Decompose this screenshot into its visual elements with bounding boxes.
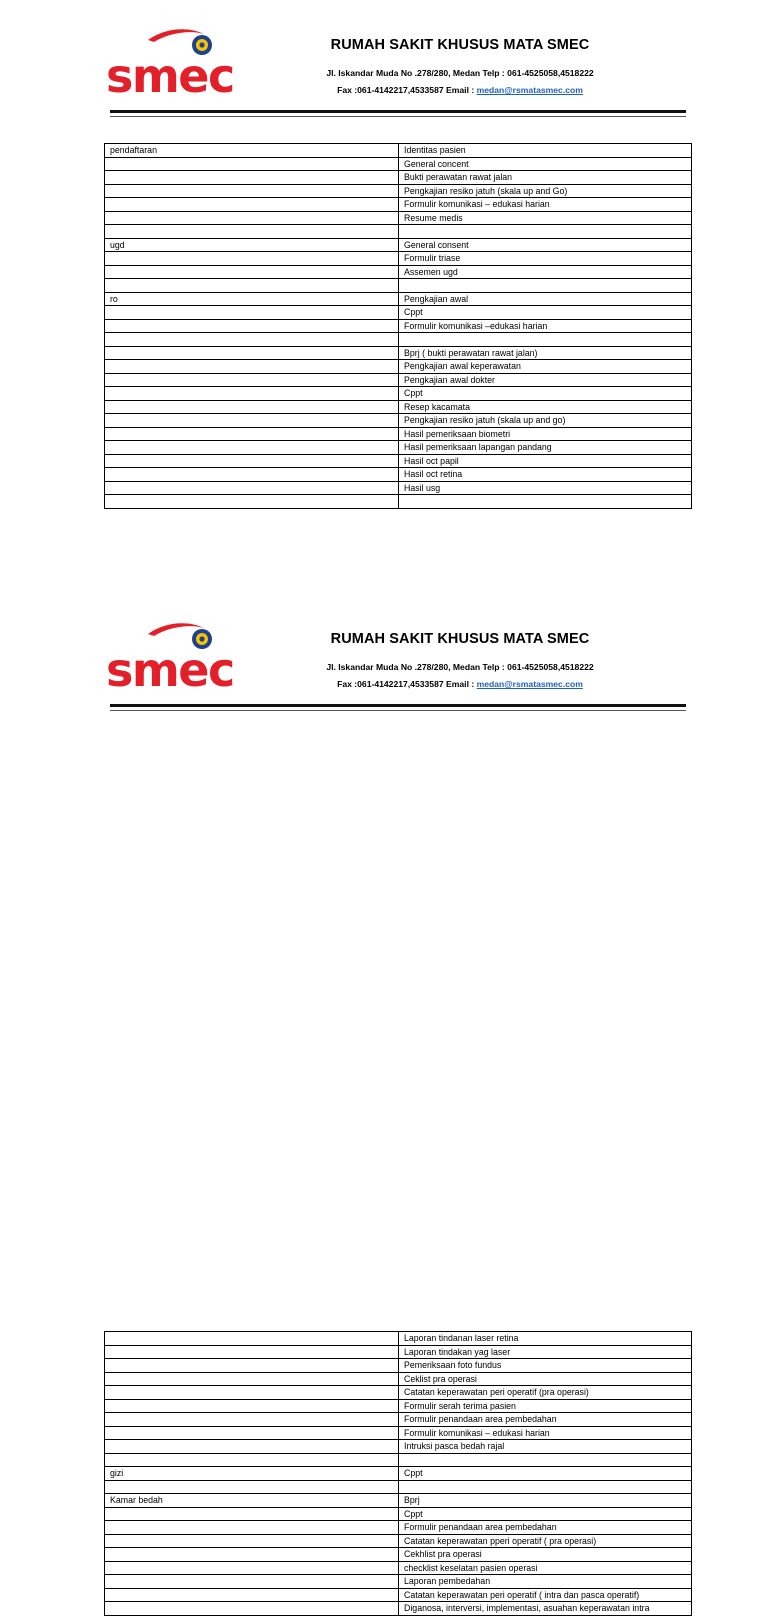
table-row xyxy=(105,1561,692,1575)
unit-cell xyxy=(105,1359,399,1373)
document-cell: General concent xyxy=(399,157,692,171)
unit-cell: ro xyxy=(105,292,399,306)
unit-cell xyxy=(105,1386,399,1400)
table-row xyxy=(105,1467,692,1481)
document-cell: Cppt xyxy=(399,387,692,401)
hospital-title: RUMAH SAKIT KHUSUS MATA SMEC xyxy=(330,631,590,647)
fax-text: Fax :061-4142217,4533587 Email : xyxy=(337,85,477,95)
table-row xyxy=(105,1372,692,1386)
header-divider xyxy=(110,110,686,113)
table-row xyxy=(105,495,692,509)
header-divider-thin xyxy=(110,710,686,711)
document-cell: Pengkajian resiko jatuh (skala up and Go) xyxy=(399,184,692,198)
unit-cell: Kamar bedah xyxy=(105,1494,399,1508)
document-cell: Ceklist pra operasi xyxy=(399,1372,692,1386)
header-divider xyxy=(110,704,686,707)
unit-cell xyxy=(105,495,399,509)
svg-text:smec: smec xyxy=(106,49,234,98)
header-divider-thin xyxy=(110,116,686,117)
table-row xyxy=(105,387,692,401)
document-cell: Hasil pemeriksaan lapangan pandang xyxy=(399,441,692,455)
unit-cell xyxy=(105,1426,399,1440)
table-row xyxy=(105,454,692,468)
document-cell xyxy=(399,1453,692,1467)
unit-cell xyxy=(105,400,399,414)
unit-cell xyxy=(105,468,399,482)
table-row xyxy=(105,333,692,347)
table-row xyxy=(105,468,692,482)
table-row xyxy=(105,427,692,441)
table-row xyxy=(105,1359,692,1373)
document-cell: Pengkajian awal xyxy=(399,292,692,306)
table-row xyxy=(105,171,692,185)
document-cell: Pemeriksaan foto fundus xyxy=(399,1359,692,1373)
unit-cell xyxy=(105,1440,399,1454)
table-row xyxy=(105,360,692,374)
document-cell xyxy=(399,1480,692,1494)
table-row xyxy=(105,414,692,428)
table-row xyxy=(105,1588,692,1602)
document-cell: Laporan tindanan laser retina xyxy=(399,1332,692,1346)
document-cell: Hasil pemeriksaan biometri xyxy=(399,427,692,441)
table-row xyxy=(105,346,692,360)
unit-cell xyxy=(105,225,399,239)
table-row xyxy=(105,1399,692,1413)
table-row xyxy=(105,1575,692,1589)
table-row xyxy=(105,1521,692,1535)
hospital-address: Jl. Iskandar Muda No .278/280, Medan Telp : 061-4525058,4518222 xyxy=(326,68,594,78)
document-cell: Bukti perawatan rawat jalan xyxy=(399,171,692,185)
unit-cell xyxy=(105,373,399,387)
table-row xyxy=(105,198,692,212)
unit-cell xyxy=(105,441,399,455)
document-cell: Intruksi pasca bedah rajal xyxy=(399,1440,692,1454)
table-row xyxy=(105,1480,692,1494)
document-cell: Catatan keperawatan pperi operatif ( pra operasi) xyxy=(399,1534,692,1548)
table-row xyxy=(105,1386,692,1400)
unit-cell: pendaftaran xyxy=(105,144,399,158)
table-row xyxy=(105,373,692,387)
document-cell: Resep kacamata xyxy=(399,400,692,414)
table-row xyxy=(105,1494,692,1508)
unit-cell xyxy=(105,1332,399,1346)
unit-cell xyxy=(105,360,399,374)
document-cell xyxy=(399,279,692,293)
unit-cell xyxy=(105,306,399,320)
table-row xyxy=(105,211,692,225)
unit-cell xyxy=(105,279,399,293)
hospital-address: Jl. Iskandar Muda No .278/280, Medan Telp : 061-4525058,4518222 xyxy=(326,662,594,672)
document-cell: Hasil oct papil xyxy=(399,454,692,468)
table-row xyxy=(105,1332,692,1346)
form-table-1 xyxy=(104,143,692,509)
document-cell: Formulir serah terima pasien xyxy=(399,1399,692,1413)
table-row xyxy=(105,1440,692,1454)
unit-cell: gizi xyxy=(105,1467,399,1481)
table-row xyxy=(105,157,692,171)
hospital-contact xyxy=(290,85,630,95)
table-row xyxy=(105,1345,692,1359)
table-row xyxy=(105,1453,692,1467)
table-row xyxy=(105,292,692,306)
document-cell: Formulir komunikasi – edukasi harian xyxy=(399,198,692,212)
unit-cell xyxy=(105,1507,399,1521)
document-cell: Formulir komunikasi –edukasi harian xyxy=(399,319,692,333)
unit-cell xyxy=(105,454,399,468)
unit-cell xyxy=(105,387,399,401)
document-cell: Formulir penandaan area pembedahan xyxy=(399,1413,692,1427)
document-cell: Formulir komunikasi – edukasi harian xyxy=(399,1426,692,1440)
document-cell: Formulir triase xyxy=(399,252,692,266)
table-row xyxy=(105,1507,692,1521)
document-cell: Laporan pembedahan xyxy=(399,1575,692,1589)
document-cell: Cppt xyxy=(399,1507,692,1521)
document-cell: Catatan keperawatan peri operatif ( intra dan pasca operatif) xyxy=(399,1588,692,1602)
unit-cell xyxy=(105,171,399,185)
table-row xyxy=(105,1548,692,1562)
table-row xyxy=(105,1602,692,1616)
table-row xyxy=(105,400,692,414)
unit-cell xyxy=(105,346,399,360)
document-cell: Pengkajian awal dokter xyxy=(399,373,692,387)
unit-cell xyxy=(105,157,399,171)
document-cell: Bprj ( bukti perawatan rawat jalan) xyxy=(399,346,692,360)
document-cell: Cekhlist pra operasi xyxy=(399,1548,692,1562)
unit-cell xyxy=(105,198,399,212)
unit-cell xyxy=(105,481,399,495)
unit-cell xyxy=(105,319,399,333)
document-cell: Pengkajian awal keperawatan xyxy=(399,360,692,374)
unit-cell xyxy=(105,1480,399,1494)
smec-logo xyxy=(104,620,234,692)
table-row xyxy=(105,319,692,333)
email-link[interactable]: medan@rsmatasmec.com xyxy=(476,679,583,689)
table-row xyxy=(105,238,692,252)
table-row xyxy=(105,1426,692,1440)
document-cell: Hasil usg xyxy=(399,481,692,495)
document-cell: Resume medis xyxy=(399,211,692,225)
hospital-contact xyxy=(290,679,630,689)
table-row xyxy=(105,306,692,320)
unit-cell xyxy=(105,1399,399,1413)
document-cell: Hasil oct retina xyxy=(399,468,692,482)
unit-cell xyxy=(105,1575,399,1589)
table-row xyxy=(105,279,692,293)
email-link[interactable]: medan@rsmatasmec.com xyxy=(476,85,583,95)
document-cell: Assemen ugd xyxy=(399,265,692,279)
hospital-title: RUMAH SAKIT KHUSUS MATA SMEC xyxy=(330,37,590,53)
unit-cell xyxy=(105,1521,399,1535)
unit-cell xyxy=(105,211,399,225)
unit-cell xyxy=(105,252,399,266)
table-row xyxy=(105,481,692,495)
document-cell xyxy=(399,333,692,347)
document-cell: Cppt xyxy=(399,1467,692,1481)
document-cell: Diganosa, interversi, implementasi, asuahan keperawatan intra xyxy=(399,1602,692,1616)
document-cell: Identitas pasien xyxy=(399,144,692,158)
unit-cell xyxy=(105,427,399,441)
svg-text:smec: smec xyxy=(106,643,234,692)
unit-cell xyxy=(105,1548,399,1562)
unit-cell xyxy=(105,184,399,198)
table-row xyxy=(105,441,692,455)
unit-cell xyxy=(105,1372,399,1386)
table-row xyxy=(105,144,692,158)
form-table-2 xyxy=(104,1331,692,1616)
unit-cell xyxy=(105,1534,399,1548)
document-cell: General consent xyxy=(399,238,692,252)
unit-cell xyxy=(105,414,399,428)
unit-cell xyxy=(105,1413,399,1427)
document-cell: checklist keselatan pasien operasi xyxy=(399,1561,692,1575)
unit-cell xyxy=(105,265,399,279)
table-row xyxy=(105,1534,692,1548)
document-cell: Cppt xyxy=(399,306,692,320)
unit-cell: ugd xyxy=(105,238,399,252)
smec-logo xyxy=(104,26,234,98)
document-cell: Laporan tindakan yag laser xyxy=(399,1345,692,1359)
unit-cell xyxy=(105,1588,399,1602)
table-row xyxy=(105,1413,692,1427)
fax-text: Fax :061-4142217,4533587 Email : xyxy=(337,679,477,689)
unit-cell xyxy=(105,1602,399,1616)
unit-cell xyxy=(105,1561,399,1575)
table-row xyxy=(105,225,692,239)
table-row xyxy=(105,252,692,266)
unit-cell xyxy=(105,333,399,347)
document-cell: Catatan keperawatan peri operatif (pra operasi) xyxy=(399,1386,692,1400)
document-cell: Formulir penandaan area pembedahan xyxy=(399,1521,692,1535)
document-cell: Pengkajian resiko jatuh (skala up and go) xyxy=(399,414,692,428)
unit-cell xyxy=(105,1453,399,1467)
document-cell xyxy=(399,225,692,239)
unit-cell xyxy=(105,1345,399,1359)
document-cell: Bprj xyxy=(399,1494,692,1508)
document-cell xyxy=(399,495,692,509)
table-row xyxy=(105,184,692,198)
table-row xyxy=(105,265,692,279)
